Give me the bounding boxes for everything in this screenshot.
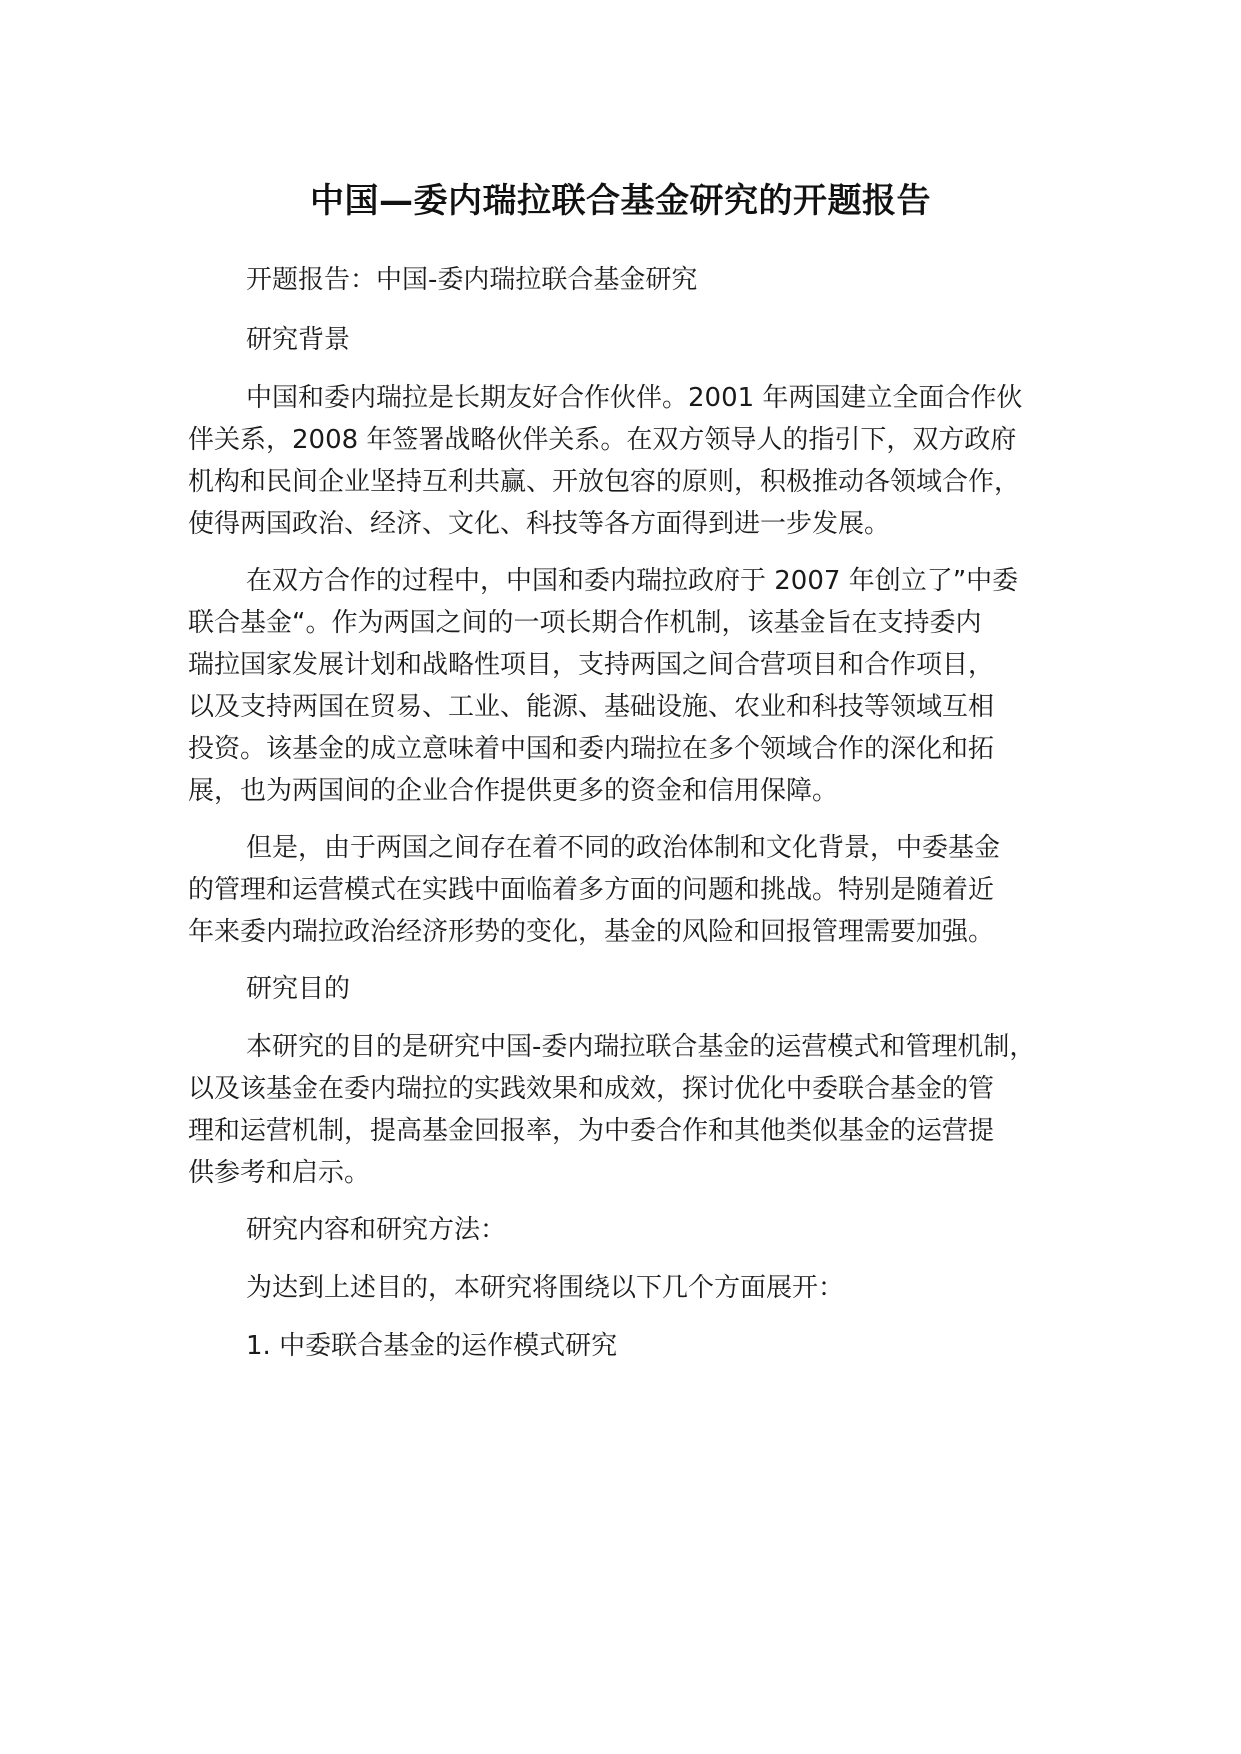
report-subtitle: 开题报告：中国-委内瑞拉联合基金研究 (246, 265, 698, 295)
list-item-1: 1. 中委联合基金的运作模式研究 (246, 1331, 618, 1361)
paragraph-2-line: 瑞拉国家发展计划和战略性项目，支持两国之间合营项目和合作项目， (188, 650, 995, 680)
paragraph-3-line: 但是，由于两国之间存在着不同的政治体制和文化背景，中委基金 (246, 833, 1001, 863)
paragraph-1-line: 伴关系，2008 年签署战略伙伴关系。在双方领导人的指引下，双方政府 (188, 425, 1017, 455)
heading-background: 研究背景 (246, 325, 351, 355)
paragraph-2-line: 以及支持两国在贸易、工业、能源、基础设施、农业和科技等领域互相 (188, 692, 995, 722)
paragraph-4-line: 本研究的目的是研究中国-委内瑞拉联合基金的运营模式和管理机制， (246, 1032, 1036, 1062)
paragraph-2-line: 联合基金“。作为两国之间的一项长期合作机制，该基金旨在支持委内 (188, 608, 982, 638)
paragraph-4-line: 供参考和启示。 (188, 1158, 371, 1188)
paragraph-3-line: 年来委内瑞拉政治经济形势的变化，基金的风险和回报管理需要加强。 (188, 917, 995, 947)
heading-content-methods: 研究内容和研究方法： (246, 1215, 507, 1245)
document-title: 中国—委内瑞拉联合基金研究的开题报告 (310, 181, 931, 221)
paragraph-2-line: 在双方合作的过程中，中国和委内瑞拉政府于 2007 年创立了”中委 (246, 566, 1019, 596)
paragraph-1-line: 中国和委内瑞拉是长期友好合作伙伴。2001 年两国建立全面合作伙 (246, 383, 1023, 413)
paragraph-5: 为达到上述目的，本研究将围绕以下几个方面展开： (246, 1273, 845, 1303)
heading-purpose: 研究目的 (246, 974, 351, 1004)
paragraph-1-line: 机构和民间企业坚持互利共赢、开放包容的原则，积极推动各领域合作， (188, 467, 1021, 497)
paragraph-3-line: 的管理和运营模式在实践中面临着多方面的问题和挑战。特别是随着近 (188, 875, 995, 905)
paragraph-4-line: 理和运营机制，提高基金回报率，为中委合作和其他类似基金的运营提 (188, 1116, 995, 1146)
paragraph-2-line: 投资。该基金的成立意味着中国和委内瑞拉在多个领域合作的深化和拓 (188, 734, 995, 764)
paragraph-1-line: 使得两国政治、经济、文化、科技等各方面得到进一步发展。 (188, 509, 891, 539)
paragraph-2-line: 展，也为两国间的企业合作提供更多的资金和信用保障。 (188, 776, 839, 806)
paragraph-4-line: 以及该基金在委内瑞拉的实践效果和成效，探讨优化中委联合基金的管 (188, 1074, 995, 1104)
